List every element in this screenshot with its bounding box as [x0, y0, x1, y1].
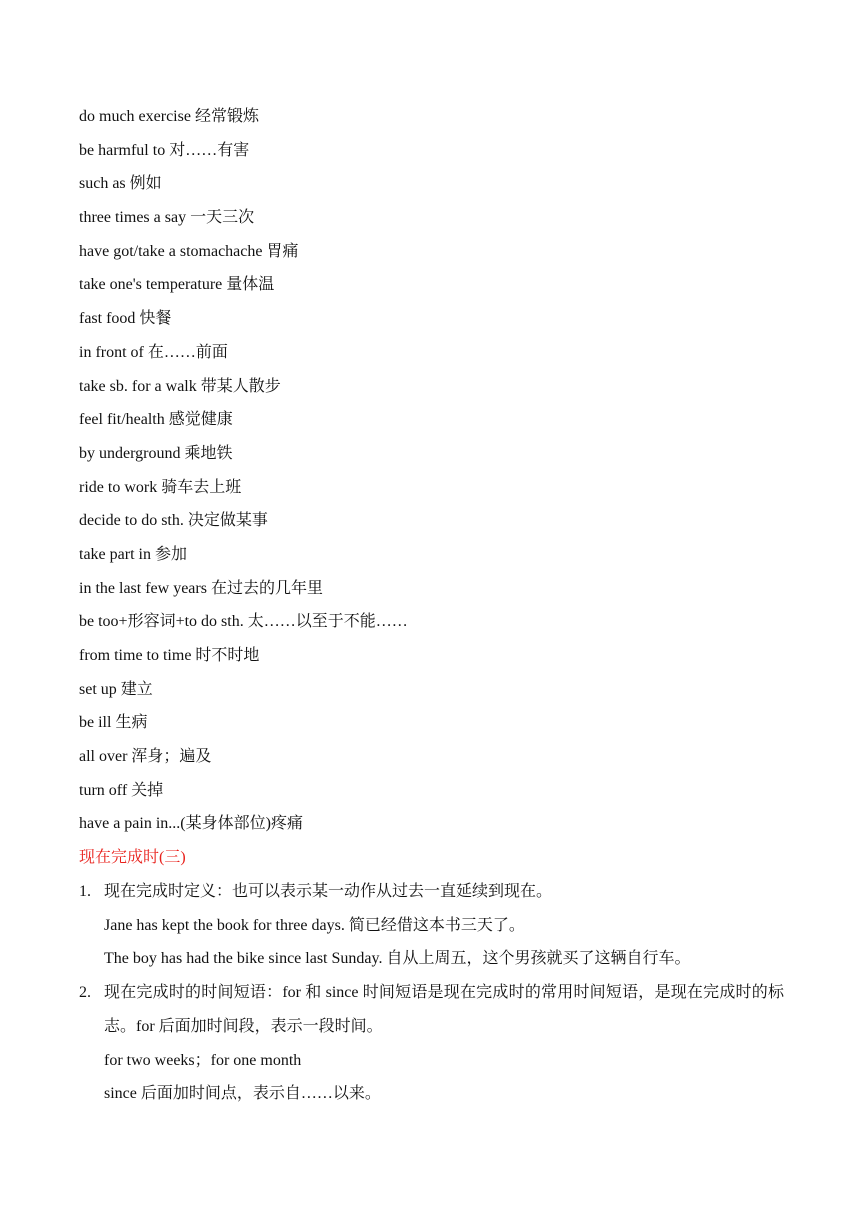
- phrase-item: fast food 快餐: [79, 310, 172, 328]
- phrase-item: be harmful to 对……有害: [79, 141, 250, 159]
- phrase-item: from time to time 时不时地: [79, 647, 260, 664]
- phrase-item: turn off 关掉: [79, 781, 164, 799]
- phrase-item: set up 建立: [79, 680, 153, 698]
- phrase-item: take one's temperature 量体温: [79, 276, 275, 294]
- phrase-list: [79, 100, 799, 841]
- phrase-item: all over 浑身；遍及: [79, 748, 212, 766]
- section-heading: 现在完成时(三): [79, 849, 186, 866]
- phrase-item: be too+形容词+to do sth. 太……以至于不能……: [79, 613, 408, 631]
- phrase-item: in front of 在……前面: [79, 343, 228, 361]
- phrase-item: in the last few years 在过去的几年里: [79, 579, 323, 597]
- grammar-notes: [79, 875, 784, 1111]
- note-text: since 后面加时间点，表示自……以来。: [104, 1085, 381, 1103]
- phrase-item: have got/take a stomachache 胃痛: [79, 242, 299, 260]
- definition-text: 现在完成时定义：也可以表示某一动作从过去一直延续到现在。: [104, 883, 553, 900]
- example-phrases: for two weeks；for one month: [104, 1051, 302, 1069]
- item-number: 2.: [79, 984, 91, 1002]
- phrase-item: ride to work 骑车去上班: [79, 478, 242, 496]
- phrase-item: be ill 生病: [79, 714, 148, 732]
- phrase-item: take part in 参加: [79, 545, 187, 563]
- grammar-item-2: [79, 976, 784, 1111]
- explanation-text: 现在完成时的时间短语：for 和 since 时间短语是现在完成时的常用时间短语，是现在完成时的标志。for 后面加时间段，表示一段时间。: [104, 984, 784, 1035]
- phrase-item: feel fit/health 感觉健康: [79, 411, 233, 429]
- phrase-item: take sb. for a walk 带某人散步: [79, 377, 281, 395]
- phrase-item: decide to do sth. 决定做某事: [79, 512, 268, 530]
- item-number: 1.: [79, 883, 91, 900]
- phrase-item: do much exercise 经常锻炼: [79, 108, 259, 125]
- phrase-item: such as 例如: [79, 175, 162, 193]
- phrase-item: have a pain in...(某身体部位)疼痛: [79, 815, 303, 833]
- grammar-item-1: [79, 875, 784, 976]
- example-sentence: Jane has kept the book for three days. 简已经借这本书三天了。: [104, 916, 525, 934]
- phrase-item: three times a say 一天三次: [79, 209, 255, 227]
- example-sentence: The boy has had the bike since last Sunday. 自从上周五，这个男孩就买了这辆自行车。: [104, 950, 691, 968]
- phrase-item: by underground 乘地铁: [79, 444, 233, 462]
